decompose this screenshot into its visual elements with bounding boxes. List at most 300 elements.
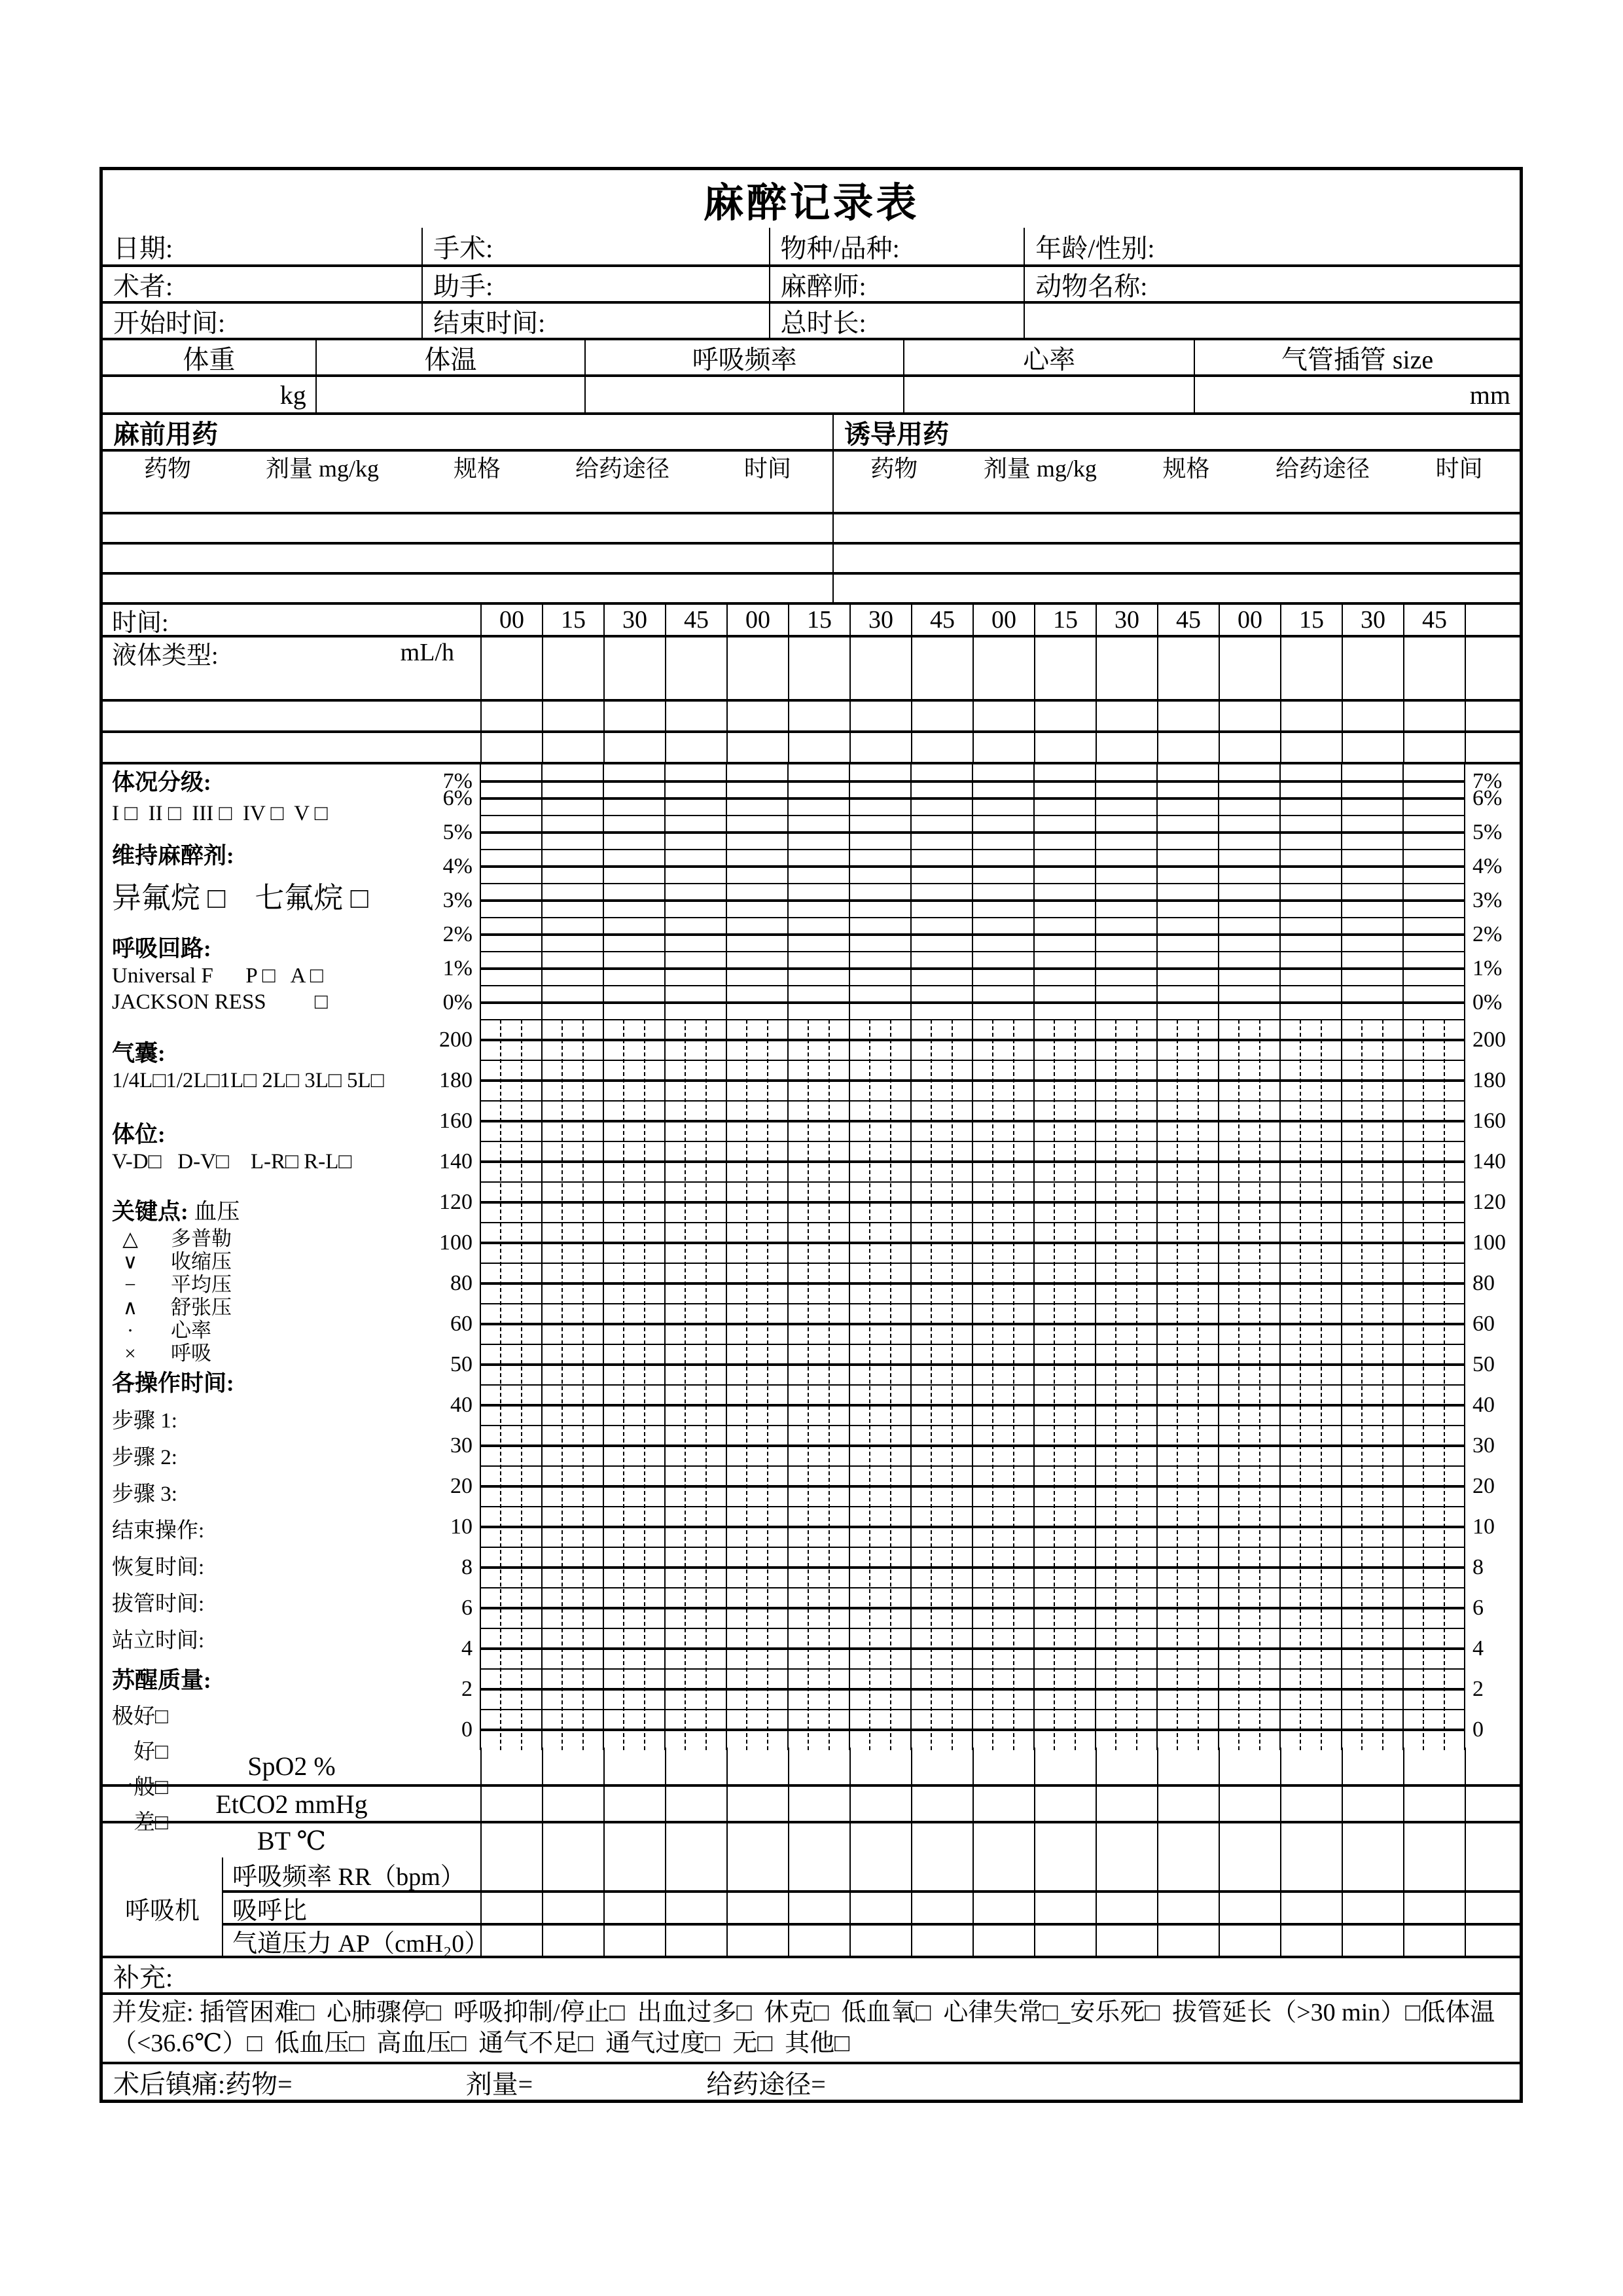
medication-entry-row <box>103 482 1520 512</box>
premed-entry-cell <box>103 545 832 572</box>
legend-symbol: × <box>124 1342 136 1365</box>
vitals-header-2: 呼吸频率 <box>584 340 903 374</box>
chart-column-line <box>972 764 973 1750</box>
legend-label: 多普勒 <box>171 1227 232 1250</box>
grid-cell <box>849 1926 911 1956</box>
grid-cell <box>1219 702 1280 730</box>
right-scale-label: 5% <box>1472 820 1503 844</box>
recovery-quality-heading: 苏醒质量: <box>112 1668 211 1693</box>
time-tick: 45 <box>665 605 726 635</box>
grid-cell <box>1034 1893 1096 1923</box>
chart-column-line <box>849 764 850 1750</box>
left-scale-label: 100 <box>439 1230 473 1255</box>
time-tick: 45 <box>1157 605 1219 635</box>
grid-cell <box>1342 733 1403 762</box>
grid-cell <box>972 1926 1034 1956</box>
fluid-cell <box>603 637 665 668</box>
left-scale-label: 4 <box>461 1636 473 1660</box>
grid-cell <box>1034 1787 1096 1821</box>
grid-cell <box>1219 1787 1280 1821</box>
analgesia-field-0: 药物= <box>225 2069 293 2099</box>
grid-cell <box>480 1857 542 1890</box>
grid-cell <box>1342 1893 1403 1923</box>
left-scale-label: 5% <box>442 820 473 844</box>
grid-cell <box>972 702 1034 730</box>
grid-cell <box>1403 1926 1465 1956</box>
left-scale-label: 4% <box>442 854 473 878</box>
op-time-field-0: 步骤 1: <box>112 1409 177 1433</box>
grid-cell <box>480 702 542 730</box>
grid-cell <box>1280 702 1342 730</box>
grid-cell <box>849 1893 911 1923</box>
chart-column-line <box>1464 764 1465 1750</box>
chart-minor-dashed-line <box>705 1020 707 1750</box>
chart-minor-dashed-line <box>1054 1020 1055 1750</box>
grid-cell <box>1342 1787 1403 1821</box>
chart-minor-dashed-line <box>1238 1020 1240 1750</box>
chart-minor-dashed-line <box>1300 1020 1301 1750</box>
right-scale-label: 3% <box>1472 888 1503 912</box>
grid-cell <box>1219 1893 1280 1923</box>
chart-column-line <box>664 764 666 1750</box>
grid-cell <box>542 1787 603 1821</box>
grid-cell <box>1219 1926 1280 1956</box>
grid-cell <box>972 1893 1034 1923</box>
grid-cell <box>726 1857 788 1890</box>
left-scale-label: 10 <box>450 1515 473 1539</box>
chart-minor-dashed-line <box>1444 1020 1445 1750</box>
premed-entry-cell <box>103 482 832 512</box>
infusion-label-cell <box>103 733 480 762</box>
fluid-cell <box>1465 637 1526 668</box>
grid-cell <box>911 1926 972 1956</box>
ventilator-section <box>103 1857 1520 1956</box>
op-time-field-1: 步骤 2: <box>112 1446 177 1469</box>
fluid-cell <box>1219 637 1280 668</box>
grid-cell <box>1034 1926 1096 1956</box>
grid-cell <box>480 1823 542 1857</box>
time-tick: 15 <box>1280 605 1342 635</box>
left-scale-label: 200 <box>439 1028 473 1052</box>
chart-minor-dashed-line <box>644 1020 645 1750</box>
vitals-unit-2 <box>584 377 903 412</box>
legend-item-多普勒 <box>112 1228 473 1249</box>
grid-cell <box>1465 1787 1526 1821</box>
grid-cell <box>480 1787 542 1821</box>
grid-cell <box>603 1857 665 1890</box>
grid-cell <box>1157 1857 1219 1890</box>
time-tick: 45 <box>1403 605 1465 635</box>
op-time-field-5: 拔管时间: <box>112 1592 205 1616</box>
grid-cell <box>1403 1893 1465 1923</box>
info-field-empty <box>1024 304 1520 338</box>
legend-label: 舒张压 <box>171 1296 232 1319</box>
fluid-cell <box>542 637 603 668</box>
grid-cell <box>726 1893 788 1923</box>
time-tick: 15 <box>1034 605 1096 635</box>
fluid-cell <box>1157 637 1219 668</box>
medication-entry-row <box>103 512 1520 542</box>
grid-cell <box>1157 1926 1219 1956</box>
right-scale-label: 140 <box>1472 1149 1506 1174</box>
grid-cell <box>1403 668 1465 699</box>
legend-label: 呼吸 <box>171 1342 211 1365</box>
grid-cell <box>1280 1748 1342 1784</box>
vitals-header-3: 心率 <box>903 340 1194 374</box>
right-scale-label: 4% <box>1472 854 1503 878</box>
grid-cell <box>911 733 972 762</box>
analgesia-field-2: 给药途径= <box>706 2069 826 2099</box>
time-tick: 15 <box>788 605 849 635</box>
monitor-label: EtCO2 mmHg <box>215 1789 368 1819</box>
fluid-cell <box>1342 637 1403 668</box>
fluid-cell <box>1403 637 1465 668</box>
ventilator-param-label: 吸呼比 <box>222 1893 480 1923</box>
grid-cell <box>665 733 726 762</box>
info-field-日期: 日期: <box>113 233 173 263</box>
ventilator-param-label: 气道压力 AP（cmH₂0） <box>222 1926 480 1956</box>
keypoints-heading: 关键点: 血压 <box>112 1199 240 1225</box>
right-scale-label: 0% <box>1472 990 1503 1014</box>
grid-cell <box>1342 1748 1403 1784</box>
chart-minor-dashed-line <box>1136 1020 1137 1750</box>
infusion-entry-rows <box>103 668 1520 762</box>
grid-cell <box>603 1926 665 1956</box>
grid-cell <box>911 1748 972 1784</box>
grid-cell <box>1280 1787 1342 1821</box>
chart-minor-dashed-line <box>767 1020 768 1750</box>
recovery-option-0[interactable]: 极好□ <box>112 1705 168 1729</box>
induction-columns: 药物 剂量 mg/kg 规格 给药途径 时间 <box>832 452 1520 482</box>
grid-cell <box>1465 733 1526 762</box>
grid-cell <box>1096 733 1157 762</box>
info-row-2 <box>103 301 1520 338</box>
chart-column-line <box>1156 764 1158 1750</box>
recovery-option-1[interactable]: 好□ <box>112 1740 168 1764</box>
left-scale-label: 8 <box>461 1555 473 1579</box>
time-tick: 15 <box>542 605 603 635</box>
chart-minor-dashed-line <box>500 1020 501 1750</box>
left-scale-label: 160 <box>439 1109 473 1133</box>
grid-cell <box>1157 733 1219 762</box>
complications-row <box>103 1992 1520 2062</box>
grid-cell <box>788 1823 849 1857</box>
legend-item-舒张压 <box>112 1297 473 1318</box>
left-scale-label: 0 <box>461 1717 473 1742</box>
asa-grade-checkboxes[interactable]: I □ II □ III □ IV □ V □ <box>112 802 328 825</box>
grid-cell <box>849 1823 911 1857</box>
grid-cell <box>1403 733 1465 762</box>
legend-item-心率 <box>112 1319 473 1341</box>
grid-cell <box>1465 1857 1526 1890</box>
fluid-type-label: 液体类型: mL/h <box>112 639 454 670</box>
ventilator-row-2 <box>103 1923 1520 1956</box>
legend-symbol: − <box>124 1273 136 1296</box>
grid-cell <box>665 1787 726 1821</box>
right-scale-label: 2% <box>1472 922 1503 946</box>
info-field-开始时间: 开始时间: <box>113 308 226 338</box>
legend-symbol: ∧ <box>122 1296 138 1319</box>
chart-minor-dashed-line <box>890 1020 891 1750</box>
left-scale-label: 120 <box>439 1190 473 1214</box>
time-axis-row <box>103 602 1520 635</box>
time-tick: 00 <box>726 605 788 635</box>
left-scale-label: 140 <box>439 1149 473 1174</box>
chart-minor-dashed-line <box>623 1020 624 1750</box>
chart-minor-dashed-line <box>1177 1020 1178 1750</box>
monitor-label: BT ℃ <box>257 1825 327 1856</box>
left-scale-label: 0% <box>442 990 473 1014</box>
right-scale-label: 2 <box>1472 1677 1484 1701</box>
grid-cell <box>788 702 849 730</box>
infusion-entry-row <box>103 730 1520 762</box>
right-scale-label: 120 <box>1472 1190 1506 1214</box>
right-scale-label: 10 <box>1472 1515 1495 1539</box>
ventilator-row-1 <box>103 1890 1520 1923</box>
op-time-field-3: 结束操作: <box>112 1519 205 1543</box>
infusion-label-cell <box>103 668 480 699</box>
grid-cell <box>1157 1787 1219 1821</box>
grid-cell <box>1096 1926 1157 1956</box>
left-scale-label: 7% <box>442 769 473 793</box>
op-time-field-6: 站立时间: <box>112 1629 205 1653</box>
chart-column-line <box>603 764 604 1750</box>
time-label: 时间: <box>112 609 169 637</box>
right-scale-label: 6% <box>1472 786 1503 810</box>
legend-item-呼吸 <box>112 1342 473 1364</box>
info-field-动物名称: 动物名称: <box>1024 267 1520 301</box>
ventilator-label-cell: 呼吸机 <box>103 1890 222 1923</box>
right-scale-label: 1% <box>1472 956 1503 980</box>
grid-cell <box>603 733 665 762</box>
right-scale-label: 20 <box>1472 1474 1495 1498</box>
left-scale-label: 6 <box>461 1596 473 1620</box>
chart-minor-dashed-line <box>869 1020 870 1750</box>
grid-cell <box>542 733 603 762</box>
legend-item-收缩压 <box>112 1251 473 1272</box>
right-scale-label: 180 <box>1472 1068 1506 1092</box>
vitals-unit-4: mm <box>1194 377 1520 412</box>
info-row-0 <box>103 228 1520 264</box>
grid-cell <box>1342 702 1403 730</box>
legend-label: 收缩压 <box>171 1250 232 1273</box>
condition-grade-heading: 体况分级: <box>112 770 211 795</box>
op-time-field-2: 步骤 3: <box>112 1482 177 1506</box>
grid-cell <box>972 668 1034 699</box>
grid-cell <box>911 1893 972 1923</box>
time-tick: 30 <box>1342 605 1403 635</box>
premed-columns: 药物 剂量 mg/kg 规格 给药途径 时间 <box>143 455 791 482</box>
grid-cell <box>1157 702 1219 730</box>
grid-cell <box>542 1893 603 1923</box>
grid-cell <box>1403 702 1465 730</box>
chart-minor-dashed-line <box>746 1020 747 1750</box>
grid-cell <box>1096 668 1157 699</box>
grid-cell <box>1403 1748 1465 1784</box>
medication-entry-rows <box>103 482 1520 602</box>
op-time-field-4: 恢复时间: <box>112 1556 205 1579</box>
grid-cell <box>1034 702 1096 730</box>
fluid-cell <box>849 637 911 668</box>
chart-column-line <box>1218 764 1219 1750</box>
bag-size-checkboxes[interactable]: 1/4L□1/2L□1L□ 2L□ 3L□ 5L□ <box>112 1069 384 1092</box>
right-scale-label: 40 <box>1472 1393 1495 1417</box>
grid-cell <box>1280 733 1342 762</box>
analgesia-label: 术后镇痛: <box>113 2069 226 2099</box>
grid-cell <box>542 1748 603 1784</box>
supplement-label: 补充: <box>113 1962 173 1992</box>
chart-minor-dashed-line <box>562 1020 563 1750</box>
infusion-entry-row <box>103 668 1520 699</box>
grid-cell <box>911 702 972 730</box>
grid-cell <box>1157 1823 1219 1857</box>
right-scale-label: 160 <box>1472 1109 1506 1133</box>
grid-cell <box>603 1787 665 1821</box>
grid-cell <box>542 1857 603 1890</box>
grid-cell <box>542 1926 603 1956</box>
chart-minor-dashed-line <box>931 1020 932 1750</box>
grid-cell <box>1096 702 1157 730</box>
fluid-type-row <box>103 635 1520 668</box>
legend-symbol: △ <box>122 1227 138 1250</box>
time-tick: 00 <box>480 605 542 635</box>
left-scale-label: 2 <box>461 1677 473 1701</box>
grid-cell <box>1342 1823 1403 1857</box>
grid-cell <box>726 1787 788 1821</box>
legend-item-平均压 <box>112 1271 473 1296</box>
grid-cell <box>1034 733 1096 762</box>
grid-cell <box>849 1748 911 1784</box>
ventilator-label-cell <box>103 1857 222 1890</box>
vitals-value-row <box>103 374 1520 412</box>
vitals-header-row <box>103 338 1520 374</box>
legend-symbol: · <box>126 1319 134 1342</box>
grid-cell <box>480 668 542 699</box>
left-scale-label: 1% <box>442 956 473 980</box>
grid-cell <box>1280 1926 1342 1956</box>
right-scale-label: 30 <box>1472 1433 1495 1458</box>
induction-entry-cell <box>832 514 1520 542</box>
medication-columns-row <box>103 449 1520 482</box>
grid-cell <box>1034 1857 1096 1890</box>
grid-cell <box>665 1893 726 1923</box>
chart-column-line <box>1279 764 1281 1750</box>
left-scale-label: 20 <box>450 1474 473 1498</box>
chart-minor-dashed-line <box>952 1020 953 1750</box>
grid-cell <box>1219 1748 1280 1784</box>
left-scale-label: 60 <box>450 1312 473 1336</box>
time-tick <box>1465 605 1526 635</box>
grid-cell <box>1096 1787 1157 1821</box>
universal-f-checkboxes[interactable]: Universal F P □ A □ <box>112 964 323 988</box>
grid-cell <box>911 1857 972 1890</box>
medication-entry-row <box>103 572 1520 602</box>
grid-cell <box>1096 1857 1157 1890</box>
grid-cell <box>603 1748 665 1784</box>
infusion-entry-row <box>103 699 1520 730</box>
grid-cell <box>972 733 1034 762</box>
grid-cell <box>665 1926 726 1956</box>
grid-cell <box>1465 1823 1526 1857</box>
left-scale-label: 80 <box>450 1271 473 1295</box>
grid-cell <box>1219 668 1280 699</box>
grid-cell <box>542 702 603 730</box>
grid-cell <box>665 1857 726 1890</box>
fluid-cell <box>1096 637 1157 668</box>
position-checkboxes[interactable]: V-D□ D-V□ L-R□ R-L□ <box>112 1150 352 1174</box>
grid-cell <box>1157 1893 1219 1923</box>
fluid-cell <box>1280 637 1342 668</box>
chart-minor-dashed-line <box>808 1020 809 1750</box>
right-scale-label: 8 <box>1472 1555 1484 1579</box>
chart-column-line <box>787 764 789 1750</box>
operation-times-heading: 各操作时间: <box>112 1371 234 1396</box>
ventilator-label-cell <box>103 1923 222 1956</box>
time-tick: 00 <box>1219 605 1280 635</box>
grid-cell <box>1034 1748 1096 1784</box>
premed-entry-cell <box>103 575 832 602</box>
grid-cell <box>665 1748 726 1784</box>
chart-minor-dashed-line <box>1321 1020 1322 1750</box>
info-field-结束时间: 结束时间: <box>421 304 768 338</box>
recovery-option-2[interactable]: 一般□ <box>112 1776 168 1799</box>
chart-minor-dashed-line <box>582 1020 584 1750</box>
chart-column-line <box>1095 764 1096 1750</box>
chart-minor-dashed-line <box>1361 1020 1363 1750</box>
right-scale-label: 60 <box>1472 1312 1495 1336</box>
grid-cell <box>1034 1823 1096 1857</box>
right-scale-label: 6 <box>1472 1596 1484 1620</box>
grid-cell <box>665 1823 726 1857</box>
grid-cell <box>1280 668 1342 699</box>
patient-info-section <box>103 228 1520 338</box>
bag-heading: 气囊: <box>112 1041 166 1066</box>
chart-column-line <box>1033 764 1035 1750</box>
premedication-title: 麻前用药 <box>113 419 218 449</box>
jackson-rees-checkbox[interactable]: JACKSON RESS □ <box>112 990 328 1014</box>
grid-cell <box>788 668 849 699</box>
recovery-option-3[interactable]: 差□ <box>112 1811 168 1835</box>
grid-cell <box>972 1857 1034 1890</box>
grid-cell <box>726 1823 788 1857</box>
grid-cell <box>788 1748 849 1784</box>
postop-analgesia-row <box>103 2062 1520 2100</box>
grid-cell <box>480 1893 542 1923</box>
grid-cell <box>1342 668 1403 699</box>
legend-symbol: ∨ <box>122 1250 138 1273</box>
anesthesia-record-form <box>99 167 1523 2103</box>
grid-cell <box>972 1823 1034 1857</box>
fluid-cell <box>1034 637 1096 668</box>
grid-cell <box>480 733 542 762</box>
grid-cell <box>849 733 911 762</box>
anesthetic-agent-checkboxes[interactable]: 异氟烷 □ 七氟烷 □ <box>112 882 368 914</box>
grid-cell <box>911 668 972 699</box>
grid-cell <box>603 1823 665 1857</box>
grid-cell <box>603 1893 665 1923</box>
grid-cell <box>911 1823 972 1857</box>
grid-cell <box>665 668 726 699</box>
fluid-cell <box>480 637 542 668</box>
chart-minor-dashed-line <box>829 1020 830 1750</box>
chart-minor-dashed-line <box>1115 1020 1116 1750</box>
grid-cell <box>726 702 788 730</box>
grid-cell <box>1465 1893 1526 1923</box>
induction-title: 诱导用药 <box>832 415 1520 449</box>
premed-entry-cell <box>103 514 832 542</box>
grid-cell <box>1342 1857 1403 1890</box>
left-scale-label: 6% <box>442 786 473 810</box>
